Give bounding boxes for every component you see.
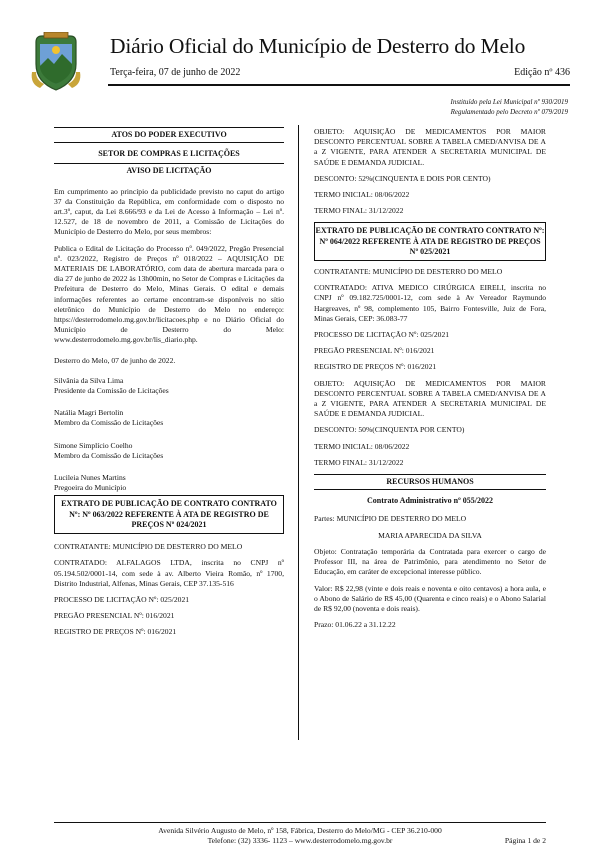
left-column — [54, 127, 284, 644]
signatory-name: Silvânia da Silva Lima — [54, 375, 124, 385]
signatory-role: Pregoeira do Município — [54, 483, 127, 493]
contract-object: OBJETO: AQUISIÇÃO DE MEDICAMENTOS POR MAIOR DESCONTO PERCENTUAL SOBRE A TABELA CMED/ANVISA DE A a Z VIGENTE, PARA ATENDER A SECRETARIA MUNICIPAL DE SAÚDE E DEMANDA JUDICIAL. — [314, 378, 546, 419]
administrative-contract-number: Contrato Administrativo nº 055/2022 — [367, 496, 493, 506]
contract-parties: Partes: MUNICÍPIO DE DESTERRO DO MELO — [314, 514, 467, 524]
signature-block — [54, 441, 284, 461]
price-registry-number: REGISTRO DE PREÇOS Nº: 016/2021 — [54, 627, 177, 637]
discount: DESCONTO: 50%(CINQUENTA POR CENTO) — [314, 425, 465, 435]
notice-title: AVISO DE LICITAÇÃO — [54, 163, 284, 178]
contract-value: Valor: R$ 22,98 (vinte e dois reais e noventa e oito centavos) a hora aula, e o Abono de Salário de R$ 45,00 (Quarenta e cinco reais) e o Abono Salarial de R$ 92,00 (noventa e dois reais). — [314, 583, 546, 613]
signatory-role: Membro da Comissão de Licitações — [54, 450, 164, 460]
footer-divider — [54, 822, 546, 823]
page-title: Diário Oficial do Município de Desterro do Melo — [110, 34, 526, 58]
column-divider — [298, 125, 299, 740]
price-registry-number: REGISTRO DE PREÇOS Nº: 016/2021 — [314, 362, 437, 372]
contracting-party: CONTRATANTE: MUNICÍPIO DE DESTERRO DO MELO — [314, 267, 503, 277]
contract-extract-title: EXTRATO DE PUBLICAÇÃO DE CONTRATO CONTRATO Nº: Nº 064/2022 REFERENTE À ATA DE REGISTRO DE PREÇOS Nº 025/2021 — [314, 222, 546, 261]
bidding-process-number: PROCESSO DE LICITAÇÃO Nº: 025/2021 — [314, 330, 450, 340]
signature-block — [54, 376, 284, 396]
end-term: TERMO FINAL: 31/12/2022 — [314, 206, 404, 216]
notice-paragraph-1: Em cumprimento ao princípio da publicidade previsto no caput do artigo 37 da Constituição da República, em conformidade com o disposto no art.3º, caput, da Lei 8.666/93 e da Lei de Acesso à Informação – Lei nº. 12.527, de 18 de novembro de 2011, a Comissão de Licitações do Município de Desterro do Melo, por seus membros: — [54, 186, 284, 237]
signatory-name: Lucileia Nunes Martins — [54, 473, 126, 483]
signatory-role: Presidente da Comissão de Licitações — [54, 386, 169, 396]
signatory-name: Natália Magri Bertolin — [54, 408, 124, 418]
right-column — [314, 127, 546, 636]
section-heading-executive: ATOS DO PODER EXECUTIVO — [54, 127, 284, 143]
contract-object: OBJETO: AQUISIÇÃO DE MEDICAMENTOS POR MAIOR DESCONTO PERCENTUAL SOBRE A TABELA CMED/ANVISA DE A a Z VIGENTE, PARA ATENDER A SECRETARIA MUNICIPAL DE SAÚDE E DEMANDA JUDICIAL. — [314, 127, 546, 167]
contracted-person: MARIA APARECIDA DA SILVA — [378, 530, 482, 540]
contract-extract-title: EXTRATO DE PUBLICAÇÃO DE CONTRATO CONTRATO Nº: Nº 063/2022 REFERENTE À ATA DE REGISTRO DE PREÇOS Nº 024/2021 — [54, 495, 284, 534]
signatory-name: Simone Simplício Coelho — [54, 440, 133, 450]
end-term: TERMO FINAL: 31/12/2022 — [314, 457, 404, 467]
page-number: Página 1 de 2 — [504, 836, 546, 845]
contract-object: Objeto: Contratação temporária da Contratada para exercer o cargo de Professor III, na área de Patrimônio, para atendimento no Setor de Educação, em caráter de excepcional interesse público. — [314, 546, 546, 577]
place-date: Desterro do Melo, 07 de junho de 2022. — [54, 355, 176, 365]
contracting-party: CONTRATANTE: MUNICÍPIO DE DESTERRO DO MELO — [54, 542, 243, 552]
auction-number: PREGÃO PRESENCIAL Nº: 016/2021 — [54, 611, 175, 621]
signature-block — [54, 408, 284, 428]
header-divider — [108, 84, 570, 86]
auction-number: PREGÃO PRESENCIAL Nº: 016/2021 — [314, 346, 435, 356]
bidding-process-number: PROCESSO DE LICITAÇÃO Nº: 025/2021 — [54, 594, 190, 604]
municipal-crest-icon — [30, 32, 82, 92]
contract-period: Prazo: 01.06.22 a 31.12.22 — [314, 620, 396, 630]
signature-block — [54, 473, 284, 493]
section-heading-purchasing: SETOR DE COMPRAS E LICITAÇÕES — [98, 149, 240, 159]
institution-law-line: Instituído pela Lei Municipal nº 930/2019 — [450, 98, 568, 106]
discount: DESCONTO: 52%(CINQUENTA E DOIS POR CENTO) — [314, 173, 491, 183]
contracted-party: CONTRATADO: ALFALAGOS LTDA, inscrita no CNPJ nº 05.194.502/0001-14, com sede à av. Alberto Vieira Romão, nº 1700, Distrito Industrial, Alfenas, Minas Gerais, CEP 37.135-516 — [54, 558, 284, 588]
contracted-party: CONTRATADO: ATIVA MEDICO CIRÚRGICA EIRELI, inscrita no CNPJ nº 09.182.725/0001-12, com sede à Av Vereador Raymundo Hargreaves, nº 98, complemento 105, Bairro Fontesville, Juiz de Fora, Minas Gerais, CEP: 36.083-77 — [314, 283, 546, 323]
publication-date: Terça-feira, 07 de junho de 2022 — [110, 67, 241, 78]
section-heading-human-resources: RECURSOS HUMANOS — [314, 474, 546, 490]
edition-number: Edição nº 436 — [514, 67, 570, 78]
signatory-role: Membro da Comissão de Licitações — [54, 418, 164, 428]
regulation-decree-line: Regulamentado pelo Decreto nº 079/2019 — [450, 108, 568, 116]
footer-contact: Telefone: (32) 3336- 1123 – www.desterrodomelo.mg.gov.br — [207, 836, 393, 845]
start-term: TERMO INICIAL: 08/06/2022 — [314, 441, 410, 451]
notice-paragraph-2: Publica o Edital de Licitação do Processo nº. 049/2022, Pregão Presencial nº. 023/2022, Registro de Preços nº 018/2022 – AQUISIÇÃO DE MATERIAIS DE LABORATÓRIO, com data de abertura marcada para o dia 27 de junho de 2022 às 13h00min, no Setor de Compras e Licitações da Prefeitura de Desterro do Melo, Minas Gerais. O edital e demais informações referentes ao certame encontram-se disponíveis no sítio eletrônico do Município de Desterro do Melo no endereço: https://desterrodomelo.mg.gov.br/licitacoes.php e no Diário Oficial do Município de Desterro do Melo: www.desterrodomelo.mg.gov.br/lis_diario.php. — [54, 243, 284, 345]
start-term: TERMO INICIAL: 08/06/2022 — [314, 190, 410, 200]
footer-address: Avenida Silvério Augusto de Melo, nº 158, Fábrica, Desterro do Melo/MG - CEP 36.210-000 — [158, 826, 442, 835]
